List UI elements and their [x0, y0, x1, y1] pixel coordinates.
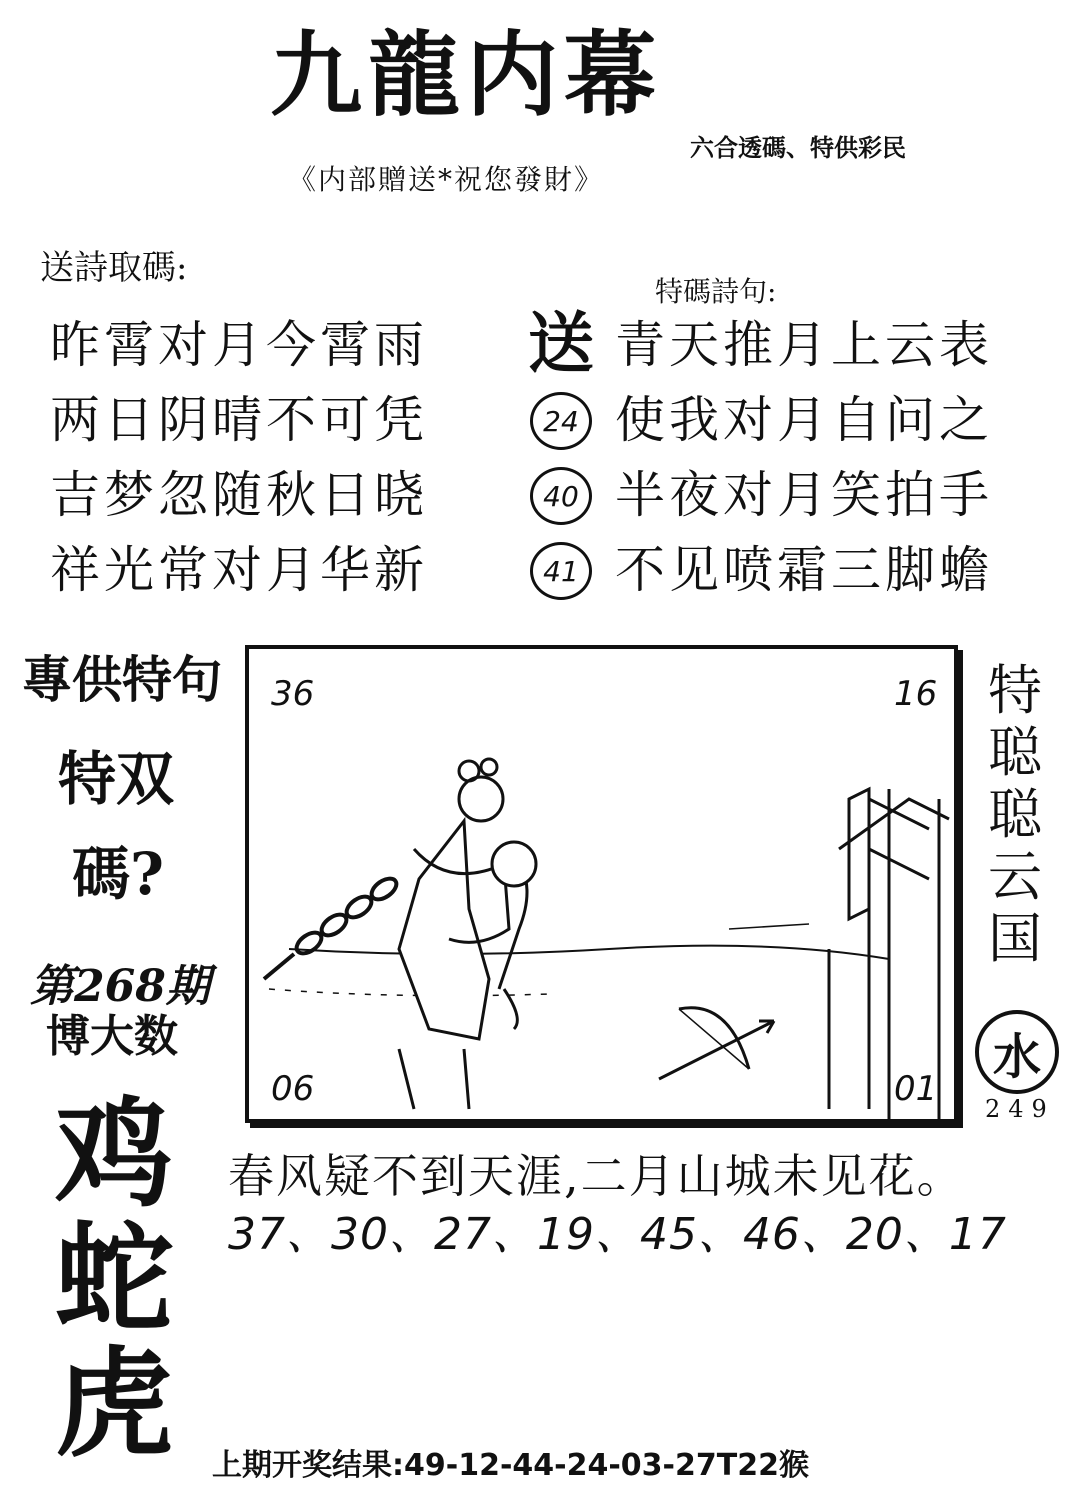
- right-poem-line: 半夜对月笑拍手: [615, 466, 993, 524]
- double-label-1: 特双: [58, 745, 175, 813]
- special-verse-label: 專供特句: [22, 650, 222, 709]
- right-poem-line: 使我对月自问之: [615, 391, 993, 449]
- number-list: 37、30、27、19、45、46、20、17: [228, 1209, 1007, 1260]
- small-number: 249: [985, 1095, 1055, 1123]
- right-poem-line: 青天推月上云表: [615, 316, 993, 374]
- tagline: 六合透碼、特供彩民: [690, 133, 906, 162]
- double-label-2: 碼?: [72, 840, 164, 908]
- zodiac-char: 鸡: [55, 1084, 174, 1223]
- left-poem-line: 昨霄对月今霄雨: [50, 316, 428, 374]
- last-result: 上期开奖结果:49-12-44-24-03-27T22猴: [212, 1448, 809, 1483]
- big-numbers-label: 博大数: [46, 1011, 178, 1062]
- vertical-char: 云: [988, 845, 1042, 908]
- number-circle: 40: [530, 467, 592, 525]
- chain-icon: [264, 874, 400, 979]
- zodiac-char: 虎: [55, 1334, 174, 1473]
- vertical-char: 聪: [988, 783, 1042, 846]
- left-poem-label: 送詩取碼:: [40, 248, 188, 288]
- vertical-char: 聪: [988, 721, 1042, 784]
- vertical-char: 特: [988, 659, 1042, 722]
- bottom-poem: 春风疑不到天涯,二月山城未见花。: [228, 1149, 965, 1203]
- corner-number-top-left: 36: [271, 674, 315, 714]
- element-circle: 水: [975, 1010, 1059, 1094]
- vertical-text: [980, 660, 1050, 970]
- zodiac-char: 蛇: [55, 1209, 174, 1348]
- number-circle: 41: [530, 542, 592, 600]
- left-poem-line: 两日阴晴不可凭: [50, 391, 428, 449]
- illustration: [249, 649, 954, 1119]
- number-circle: 24: [530, 392, 592, 450]
- corner-number-top-right: 16: [894, 674, 938, 714]
- left-poem-line: 吉梦忽随秋日晓: [50, 466, 428, 524]
- bow-arrow-icon: [659, 1008, 774, 1079]
- vertical-char: 国: [988, 907, 1042, 970]
- page-title: 九龍内幕: [270, 22, 663, 129]
- horizon-line: [729, 924, 809, 929]
- send-mark: 送: [528, 304, 594, 382]
- right-poem-label: 特碼詩句:: [655, 275, 777, 308]
- ground-line: [289, 946, 889, 959]
- right-poem-line: 不见喷霜三脚蟾: [615, 541, 993, 599]
- corner-number-bottom-left: 06: [271, 1069, 315, 1109]
- illustration-frame: [245, 645, 958, 1123]
- issue-number: 第268期: [30, 961, 210, 1012]
- subtitle: 《内部贈送*祝您發財》: [288, 163, 605, 196]
- figure-icon: [399, 759, 536, 1109]
- left-poem-line: 祥光常对月华新: [50, 541, 428, 599]
- corner-number-bottom-right: 01: [894, 1069, 938, 1109]
